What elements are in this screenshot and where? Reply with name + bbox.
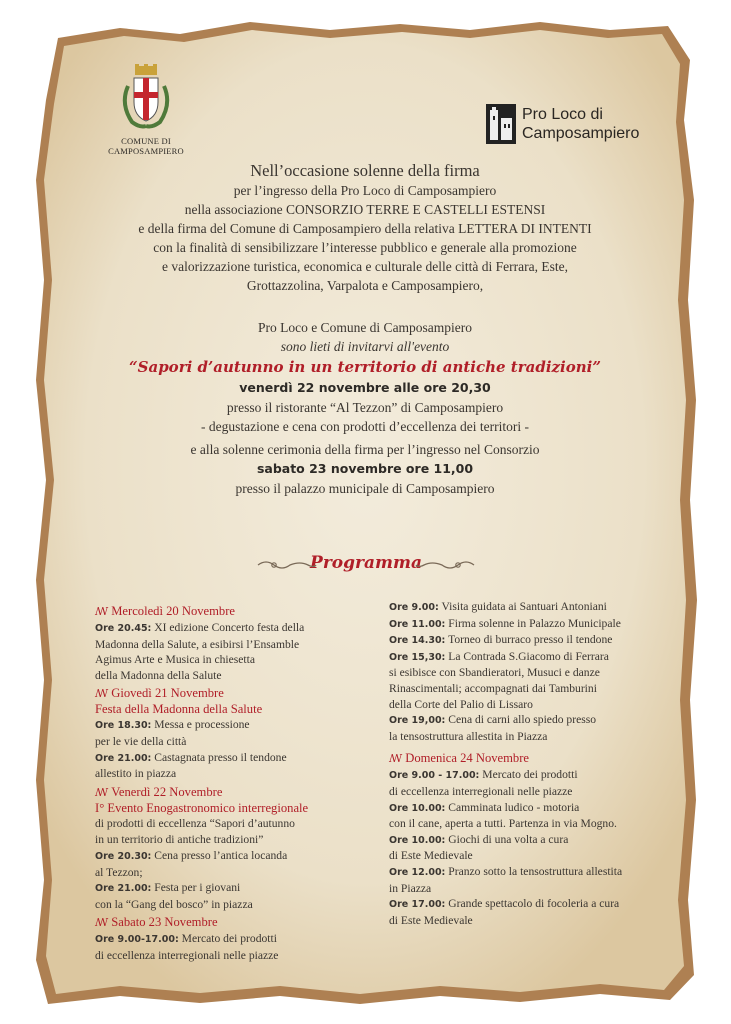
flourish-right-icon [414, 559, 476, 571]
day-heading: ꟿ Venerdì 22 Novembre [95, 784, 223, 799]
intro-line: nella associazione CONSORZIO TERRE E CASTELLI ESTENSI [184, 202, 546, 217]
program-entry: Ore 9.00-17.00: Mercato dei prodotti di eccellenza interregionali nelle piazze [95, 932, 279, 962]
program-entry: Ore 20.30: Cena presso l’antica locanda al Tezzon; [95, 848, 288, 879]
program-entry: Ore 19,00: Cena di carni allo spiedo presso la tensostruttura allestita in Piazza [389, 713, 597, 743]
event-title: “Sapori d’autunno in un territorio di antiche tradizioni” [129, 358, 601, 376]
program-entry: Ore 10.00: Giochi di una volta a cura di Este Medievale [389, 832, 569, 863]
comune-label: COMUNE DI CAMPOSAMPIERO [108, 136, 184, 156]
ceremony-line: e alla solenne cerimonia della firma per l’ingresso nel Consorzio [190, 442, 540, 457]
ornament-icon: ꟿ [389, 753, 403, 766]
intro-line: Nell’occasione solenne della firma [250, 161, 480, 180]
flourish-left-icon [256, 559, 318, 571]
intro-line: e della firma del Comune di Camposampiero della relativa LETTERA DI INTENTI [138, 221, 592, 236]
event-description: - degustazione e cena con prodotti d’eccellenza dei territori - [201, 419, 529, 434]
program-entry: Ore 21.00: Festa per i giovani con la “Gang del bosco” in piazza [95, 881, 253, 911]
program-entry: di prodotti di eccellenza “Sapori d’autunno in un territorio di antiche tradizioni” [95, 816, 295, 847]
program-entry: Ore 17.00: Grande spettacolo di focoleria a cura di Este Medievale [389, 897, 620, 927]
intro-line: e valorizzazione turistica, economica e culturale delle città di Ferrara, Este, [162, 259, 568, 274]
coat-of-arms-icon [116, 64, 176, 134]
tower-icon [486, 104, 516, 144]
day-subheading: Festa della Madonna della Salute [95, 702, 263, 717]
program-entry: Ore 20.45: XI edizione Concerto festa della Madonna della Salute, a esibirsi l’Ensamble Agimus Arte e Musica in chiesetta della Madonna della Salute [95, 621, 305, 682]
intro-block [90, 160, 640, 295]
programma-title: Programma [310, 553, 422, 573]
ornament-icon: ꟿ [95, 917, 109, 930]
event-date-1: venerdì 22 novembre alle ore 20,30 [239, 380, 491, 395]
comune-logo [104, 64, 188, 156]
event-venue-2: presso il palazzo municipale di Camposampiero [235, 481, 495, 496]
program-entry: Ore 14.30: Torneo di burraco presso il tendone [389, 633, 613, 647]
ornament-icon: ꟿ [95, 688, 109, 701]
program-entry: Ore 9.00: Visita guidata ai Santuari Antoniani [389, 600, 607, 613]
intro-line: per l’ingresso della Pro Loco di Camposampiero [233, 183, 497, 198]
day-heading: ꟿ Giovedì 21 Novembre [95, 686, 224, 701]
intro-line: Grottazzolina, Varpalota e Camposampiero, [246, 278, 484, 293]
program-entry: Ore 12.00: Pranzo sotto la tensostruttura allestita in Piazza [389, 864, 623, 895]
proloco-label: Pro Loco di Camposampiero [522, 106, 640, 142]
program-left-column [95, 601, 385, 964]
program-entry: Ore 21.00: Castagnata presso il tendone allestito in piazza [95, 750, 287, 781]
program-entry: Ore 18.30: Messa e processione per le vie della città [95, 718, 250, 748]
program-entry: Ore 9.00 - 17.00: Mercato dei prodotti di eccellenza interregionali nelle piazze [389, 768, 578, 798]
programma-heading [250, 553, 482, 573]
day-subheading: I° Evento Enogastronomico interregionale [95, 800, 309, 815]
invite-line: sono lieti di invitarvi all'evento [280, 339, 450, 354]
invitation-block [90, 318, 640, 498]
program-right-column [389, 599, 679, 928]
day-heading: ꟿ Sabato 23 Novembre [95, 915, 218, 930]
event-venue-1: presso il ristorante “Al Tezzon” di Camposampiero [226, 400, 504, 415]
ornament-icon: ꟿ [95, 786, 109, 799]
event-date-2: sabato 23 novembre ore 11,00 [256, 461, 474, 476]
day-heading: ꟿ Domenica 24 Novembre [389, 751, 530, 766]
proloco-logo [486, 104, 639, 144]
program-entry: Ore 11.00: Firma solenne in Palazzo Municipale [389, 616, 621, 630]
program-entry: Ore 10.00: Camminata ludico - motoria con il cane, aperta a tutti. Partenza in via Mogno. [389, 800, 617, 831]
intro-line: con la finalità di sensibilizzare l’interesse pubblico e generale alla promozione [153, 240, 577, 255]
day-heading: ꟿ Mercoledì 20 Novembre [95, 604, 236, 618]
ornament-icon: ꟿ [95, 606, 109, 618]
hosts-line: Pro Loco e Comune di Camposampiero [257, 320, 473, 335]
program-entry: Ore 15,30: La Contrada S.Giacomo di Ferrara si esibisce con Sbandieratori, Musuci e danze Rinascimentali; accompagnati dai Tamburini della Corte del Palio di Lissaro [389, 649, 609, 711]
